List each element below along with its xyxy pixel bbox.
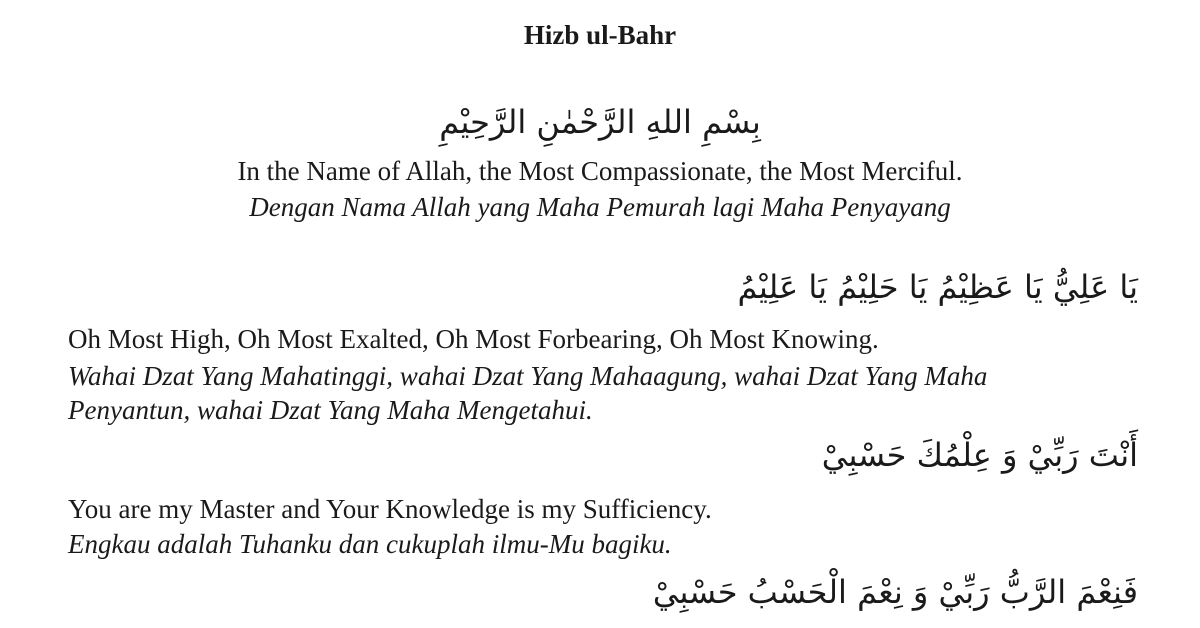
verse-2-arabic: أَنْتَ رَبِّيْ وَ عِلْمُكَ حَسْبِيْ [821,436,1138,474]
verse-2-english: You are my Master and Your Knowledge is my Sufficiency. [68,494,712,524]
verse-2-malay: Engkau adalah Tuhanku dan cukuplah ilmu-Mu bagiku. [68,529,672,559]
verse-3-arabic: فَنِعْمَ الرَّبُّ رَبِّيْ وَ نِعْمَ الْحَسْبُ حَسْبِيْ [652,573,1138,611]
verse-1-malay-line2: Penyantun, wahai Dzat Yang Maha Mengetahui. [68,395,593,425]
verse-1-arabic: يَا عَلِيُّ يَا عَظِيْمُ يَا حَلِيْمُ يَا عَلِيْمُ [737,268,1138,306]
verse-1-english: Oh Most High, Oh Most Exalted, Oh Most Forbearing, Oh Most Knowing. [68,324,879,354]
basmala-arabic: بِسْمِ اللهِ الرَّحْمٰنِ الرَّحِيْمِ [439,103,761,141]
basmala-english: In the Name of Allah, the Most Compassionate, the Most Merciful. [237,156,963,186]
basmala-malay: Dengan Nama Allah yang Maha Pemurah lagi Maha Penyayang [249,192,951,222]
verse-1-malay-line1: Wahai Dzat Yang Mahatinggi, wahai Dzat Yang Mahaagung, wahai Dzat Yang Maha [68,361,988,391]
document-title: Hizb ul-Bahr [523,20,677,50]
